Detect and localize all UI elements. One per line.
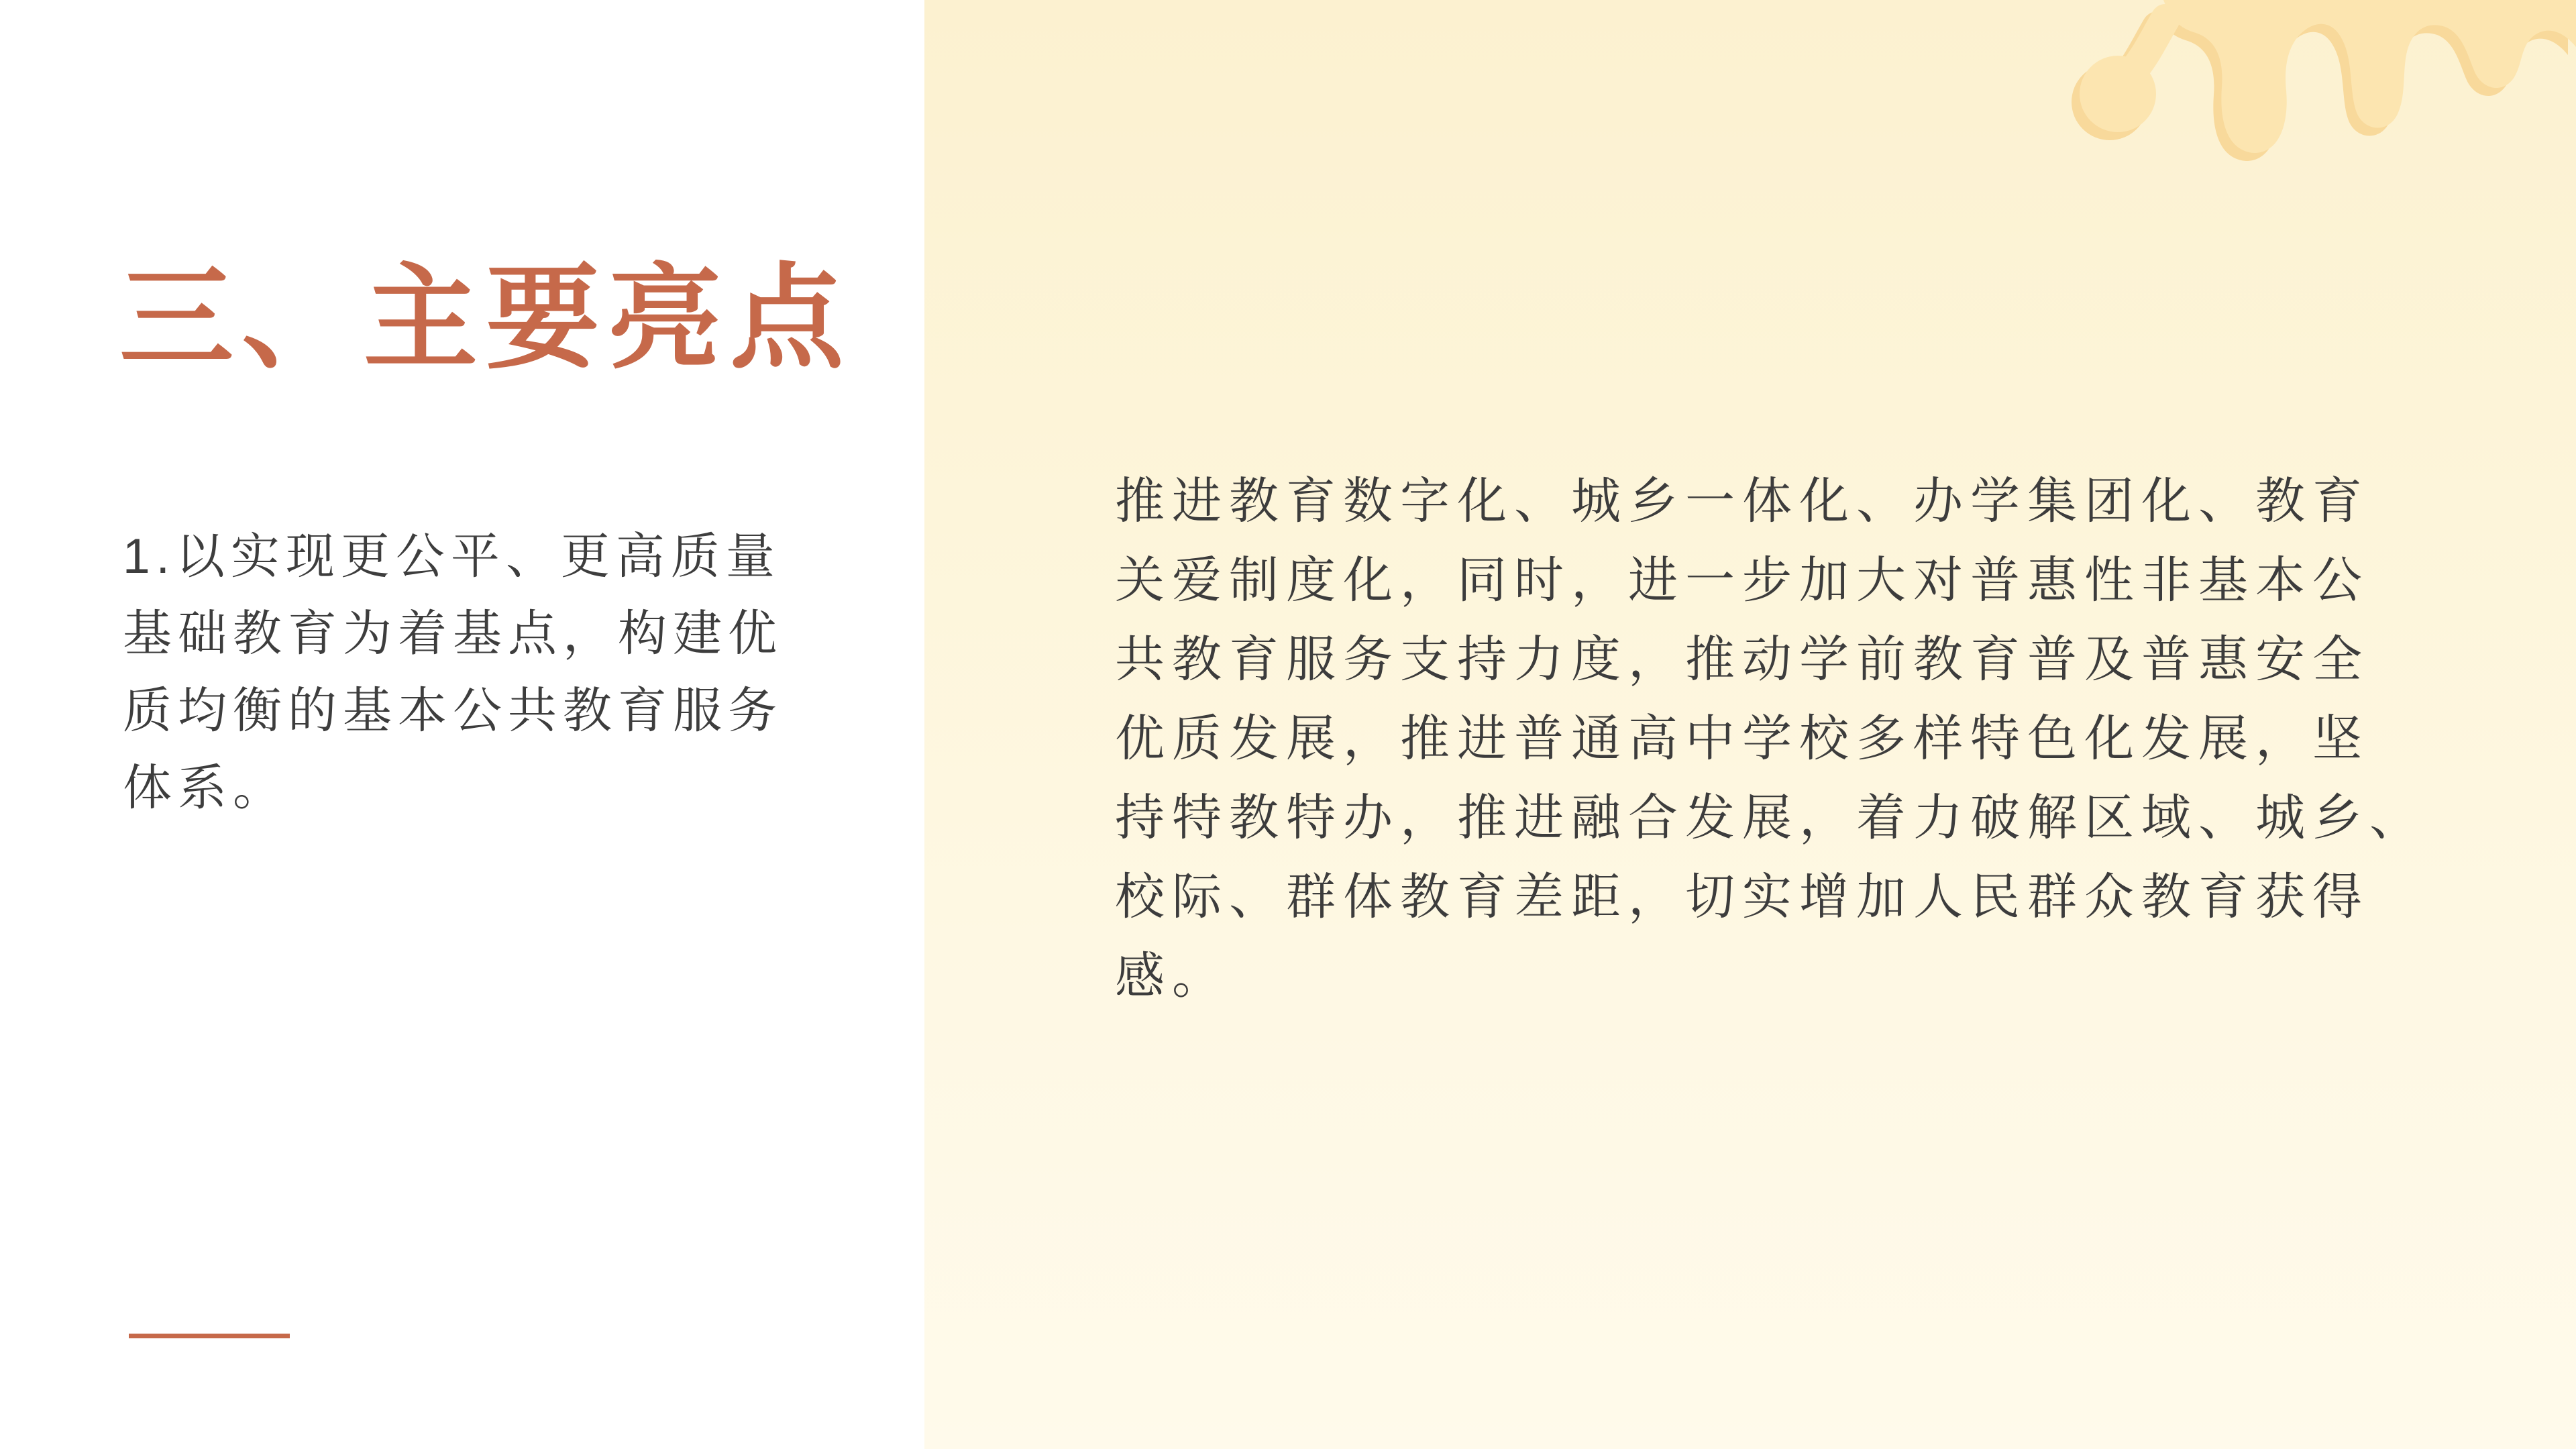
accent-underline [129, 1334, 290, 1338]
text-line: 基础教育为着基点，构建优 [123, 606, 783, 661]
text-line: 共教育服务支持力度，推动学前教育普及普惠安全 [1115, 631, 2369, 687]
left-panel [0, 0, 924, 1449]
cloud-doodle-icon [2053, 0, 2576, 174]
text-line: 关爱制度化，同时，进一步加大对普惠性非基本公 [1115, 552, 2369, 608]
slide-title: 三、主要亮点 [119, 255, 853, 382]
text-line: 质均衡的基本公共教育服务 [123, 684, 783, 738]
text-line: 推进教育数字化、城乡一体化、办学集团化、教育 [1115, 473, 2369, 529]
text-line: 体系。 [123, 761, 288, 815]
text-line: 持特教特办，推进融合发展，着力破解区域、城乡、 [1115, 790, 2426, 845]
text-line: 1.以实现更公平、更高质量 [123, 529, 781, 584]
text-line: 优质发展，推进普通高中学校多样特色化发展，坚 [1115, 710, 2369, 766]
detail-paragraph [1115, 462, 2426, 1016]
text-line: 校际、群体教育差距，切实增加人民群众教育获得 [1115, 869, 2369, 924]
point-1-text [123, 518, 783, 826]
right-panel [924, 0, 2576, 1449]
text-line: 感。 [1115, 948, 1229, 1004]
